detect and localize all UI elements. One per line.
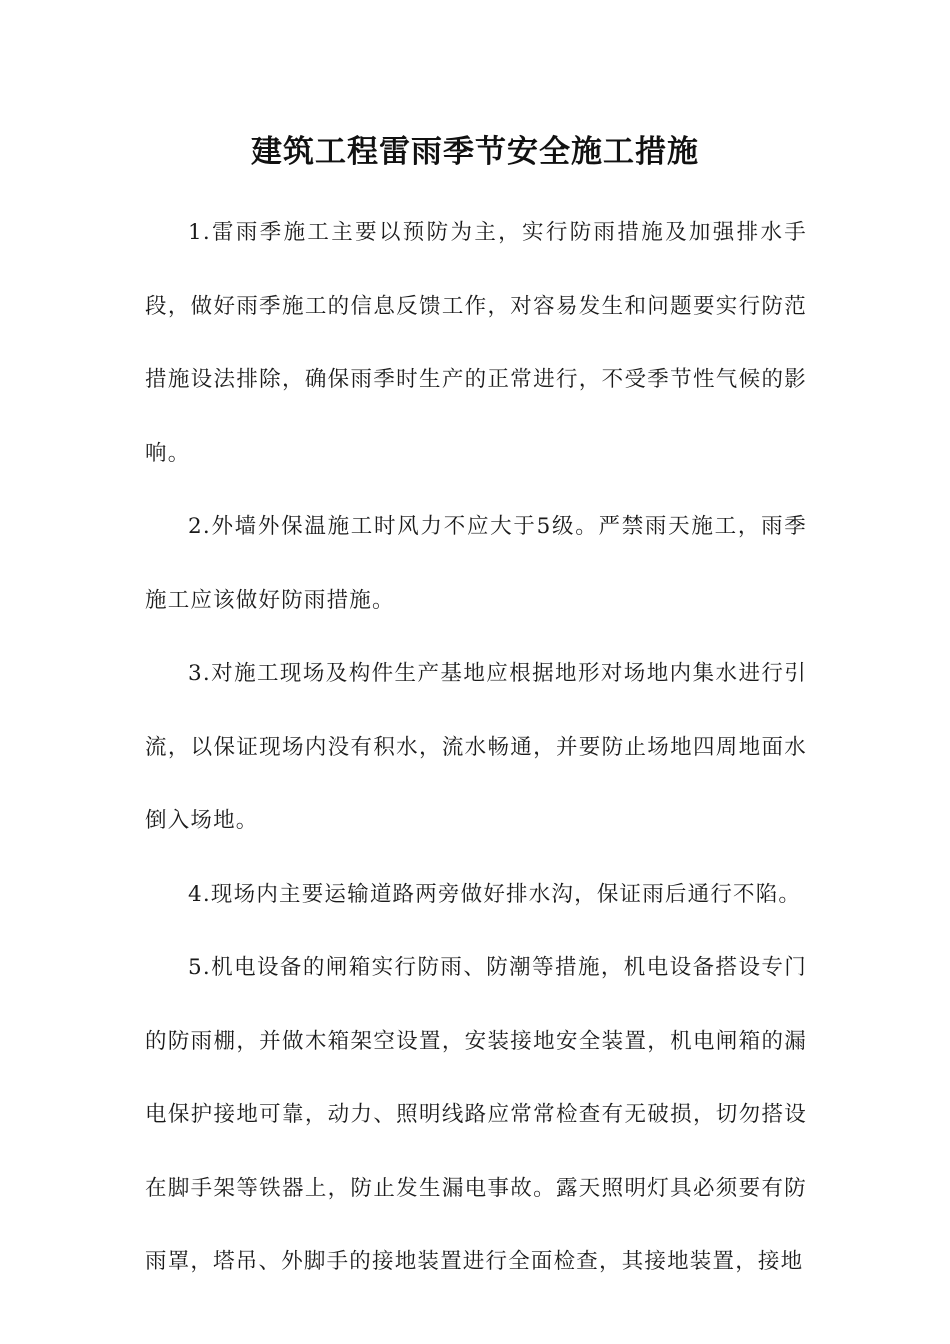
paragraph-2: 2.外墙外保温施工时风力不应大于5级。严禁雨天施工，雨季施工应该做好防雨措施。 [145, 514, 807, 613]
paragraph-5: 5.机电设备的闸箱实行防雨、防潮等措施，机电设备搭设专门的防雨棚，并做木箱架空设置，安装接地安全装置，机电闸箱的漏电保护接地可靠，动力、照明线路应常常检查有无破损，切勿搭设在脚手架等铁器上，防止发生漏电事故。露天照明灯具必须要有防雨罩，塔吊、外脚手的接地装置进行全面检查，其接地装置，接地 [145, 955, 807, 1274]
paragraph-3: 3.对施工现场及构件生产基地应根据地形对场地内集水进行引流，以保证现场内没有积水，流水畅通，并要防止场地四周地面水倒入场地。 [145, 661, 807, 833]
document-title: 建筑工程雷雨季节安全施工措施 [251, 134, 699, 170]
paragraph-1: 1.雷雨季施工主要以预防为主，实行防雨措施及加强排水手段，做好雨季施工的信息反馈工作，对容易发生和问题要实行防范措施设法排除，确保雨季时生产的正常进行，不受季节性气候的影响。 [145, 220, 807, 466]
document-body [145, 196, 807, 1299]
paragraph-4: 4.现场内主要运输道路两旁做好排水沟，保证雨后通行不陷。 [188, 881, 802, 907]
